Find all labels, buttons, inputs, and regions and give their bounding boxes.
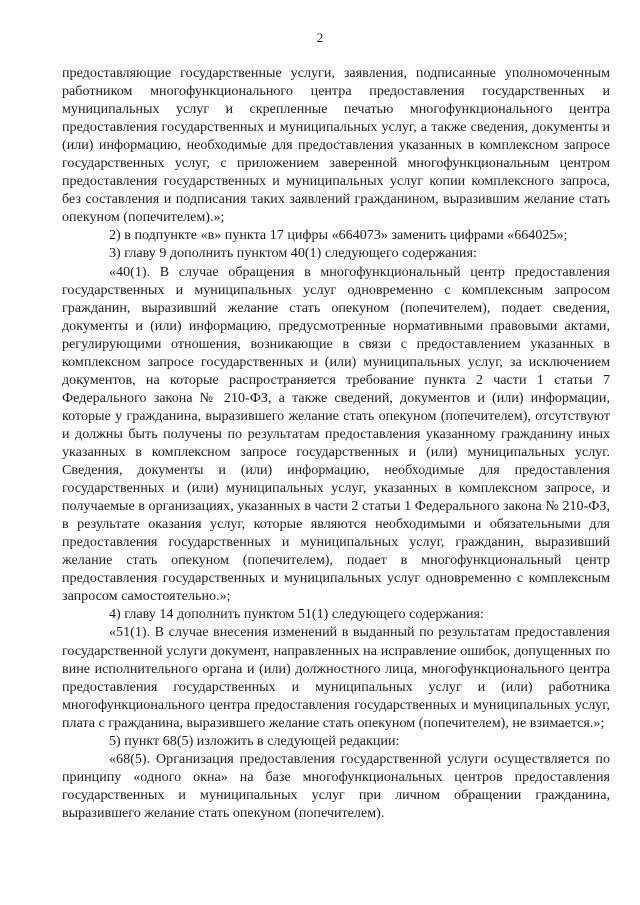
paragraph-item-2: 2) в подпункте «в» пункта 17 цифры «664073» заменить цифрами «664025»; (109, 227, 568, 244)
document-body (62, 64, 610, 822)
paragraph-item-4: 4) главу 14 дополнить пунктом 51(1) следующего содержания: (109, 606, 484, 623)
paragraph-item-3: 3) главу 9 дополнить пунктом 40(1) следующего содержания: (109, 245, 477, 262)
paragraph-continuation: предоставляющие государственные услуги, заявления, подписанные уполномоченным работником многофункционального центра предоставления государственных и муниципальных услуг и скрепленные печатью многофункционального центра предоставления государственных и муниципальных услуг, а также сведения, документы и (или) информацию, необходимые для предоставления указанных в комплексном запросе государственных услуг, с приложением заверенной многофункциональным центром предоставления государственных и муниципальных услуг копии комплексного запроса, без составления и подписания таких заявлений гражданином, выразившим желание стать опекуном (попечителем).»; (62, 65, 610, 226)
paragraph-clause-68-5: «68(5). Организация предоставления государственной услуги осуществляется по принципу «одного окна» на базе многофункциональных центров предоставления государственных и муниципальных услуг при личном обращении гражданина, выразившего желание стать опекуном (попечителем). (62, 750, 610, 821)
page-number: 2 (316, 30, 324, 45)
paragraph-clause-51-1: «51(1). В случае внесения изменений в выданный по результатам предоставления государственной услуги документ, направленных на исправление ошибок, допущенных по вине исполнительного органа и (или) должностного лица, многофункционального центра предоставления государственных и муниципальных услуг и (или) работника многофункционального центра предоставления государственных и муниципальных услуг, плата с гражданина, выразившего желание стать опекуном (попечителем), не взимается.»; (62, 624, 610, 731)
paragraph-item-5: 5) пункт 68(5) изложить в следующей редакции: (109, 732, 400, 749)
paragraph-clause-40-1: «40(1). В случае обращения в многофункциональный центр предоставления государственных и муниципальных услуг одновременно с комплексным запросом гражданин, выразивший желание стать опекуном (попечителем), подает сведения, документы и (или) информацию, предусмотренные нормативными правовыми актами, регулирующими отношения, возникающие в связи с предоставлением указанных в комплексном запросе государственных и (или) муниципальных услуг, за исключением документов, на которые распространяется требование пункта 2 части 1 статьи 7 Федерального закона № 210-ФЗ, а также сведений, документов и (или) информации, которые у гражданина, выразившего желание стать опекуном (попечителем), отсутствуют и должны быть получены по результатам предоставления указанному гражданину иных указанных в комплексном запросе государственных и (или) муниципальных услуг. Сведения, документы и (или) информацию, необходимые для предоставления государственных и (или) муниципальных услуг, указанных в комплексном запросе, и получаемые в организациях, указанных в части 2 статьи 1 Федерального закона № 210-ФЗ, в результате оказания услуг, которые являются необходимыми и обязательными для предоставления государственных и муниципальных услуг, гражданин, выразивший желание стать опекуном (попечителем), подает в многофункциональный центр предоставления государственных и муниципальных услуг одновременно с комплексным запросом самостоятельно.»; (62, 263, 610, 605)
